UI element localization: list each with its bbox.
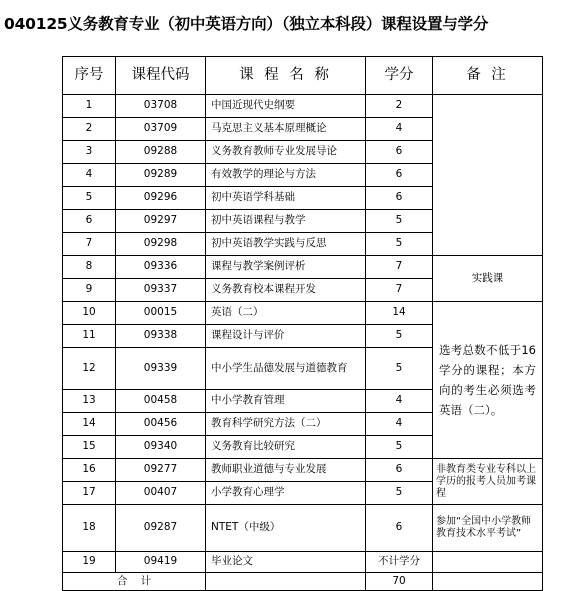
cell-name: 初中英语课程与教学 <box>206 210 366 233</box>
cell-code: 09287 <box>116 505 206 552</box>
cell-credit: 6 <box>366 164 433 187</box>
cell-name: 小学教育心理学 <box>206 482 366 505</box>
header-name: 课 程 名 称 <box>206 57 366 95</box>
cell-seq: 10 <box>63 302 116 325</box>
header-code: 课程代码 <box>116 57 206 95</box>
note-practice: 实践课 <box>433 256 543 302</box>
cell-name: 教育科学研究方法（二） <box>206 413 366 436</box>
cell-name: 初中英语学科基础 <box>206 187 366 210</box>
cell-code: 09338 <box>116 325 206 348</box>
cell-code: 09337 <box>116 279 206 302</box>
cell-seq: 16 <box>63 459 116 482</box>
cell-credit: 不计学分 <box>366 552 433 573</box>
cell-code: 09340 <box>116 436 206 459</box>
cell-seq: 4 <box>63 164 116 187</box>
cell-seq: 9 <box>63 279 116 302</box>
cell-code: 09277 <box>116 459 206 482</box>
cell-credit: 6 <box>366 459 433 482</box>
cell-seq: 6 <box>63 210 116 233</box>
cell-code: 09419 <box>116 552 206 573</box>
page-title: 040125义务教育专业（初中英语方向）（独立本科段）课程设置与学分 <box>4 15 489 33</box>
table-row <box>63 256 543 279</box>
cell-code: 00015 <box>116 302 206 325</box>
cell-name: 毕业论文 <box>206 552 366 573</box>
cell-seq: 18 <box>63 505 116 552</box>
cell-seq: 19 <box>63 552 116 573</box>
cell-credit: 7 <box>366 279 433 302</box>
cell-credit: 5 <box>366 436 433 459</box>
table-row <box>63 552 543 573</box>
cell-credit: 5 <box>366 348 433 390</box>
table-row <box>63 302 543 325</box>
cell-credit: 5 <box>366 325 433 348</box>
header-seq: 序号 <box>63 57 116 95</box>
cell-seq: 12 <box>63 348 116 390</box>
header-note: 备 注 <box>433 57 543 95</box>
cell-code: 00456 <box>116 413 206 436</box>
cell-name: 有效教学的理论与方法 <box>206 164 366 187</box>
total-row <box>63 573 543 591</box>
cell-credit: 5 <box>366 233 433 256</box>
cell-code: 09296 <box>116 187 206 210</box>
cell-note-empty <box>433 95 543 256</box>
cell-name: 马克思主义基本原理概论 <box>206 118 366 141</box>
cell-name: 课程与教学案例评析 <box>206 256 366 279</box>
cell-seq: 3 <box>63 141 116 164</box>
course-table <box>62 56 543 591</box>
total-credit: 70 <box>366 573 433 591</box>
table-row <box>63 95 543 118</box>
cell-code: 03708 <box>116 95 206 118</box>
cell-name: 中小学生品德发展与道德教育 <box>206 348 366 390</box>
cell-seq: 5 <box>63 187 116 210</box>
note-non-education: 非教育类专业专科以上学历的报考人员加考课程 <box>433 459 543 505</box>
cell-code: 09339 <box>116 348 206 390</box>
cell-name: 义务教育比较研究 <box>206 436 366 459</box>
cell-name: 中国近现代史纲要 <box>206 95 366 118</box>
cell-credit: 14 <box>366 302 433 325</box>
cell-name: 义务教育校本课程开发 <box>206 279 366 302</box>
cell-note-empty <box>433 552 543 573</box>
cell-code: 00458 <box>116 390 206 413</box>
cell-code: 09297 <box>116 210 206 233</box>
table-row <box>63 505 543 552</box>
cell-name: 义务教育教师专业发展导论 <box>206 141 366 164</box>
cell-code: 03709 <box>116 118 206 141</box>
table-row <box>63 459 543 482</box>
cell-code: 09288 <box>116 141 206 164</box>
table-header-row <box>63 57 543 95</box>
cell-seq: 15 <box>63 436 116 459</box>
header-credit: 学分 <box>366 57 433 95</box>
cell-name: 英语（二） <box>206 302 366 325</box>
cell-credit: 7 <box>366 256 433 279</box>
cell-seq: 13 <box>63 390 116 413</box>
cell-credit: 5 <box>366 482 433 505</box>
cell-name: 教师职业道德与专业发展 <box>206 459 366 482</box>
cell-seq: 14 <box>63 413 116 436</box>
cell-name: NTET（中级） <box>206 505 366 552</box>
total-note-empty <box>433 573 543 591</box>
cell-seq: 1 <box>63 95 116 118</box>
cell-seq: 2 <box>63 118 116 141</box>
cell-code: 09289 <box>116 164 206 187</box>
total-label: 合 计 <box>63 573 206 591</box>
cell-credit: 4 <box>366 413 433 436</box>
note-elective: 选考总数不低于16学分的课程；本方向的考生必须选考英语（二）。 <box>433 302 543 459</box>
cell-credit: 6 <box>366 505 433 552</box>
cell-credit: 4 <box>366 390 433 413</box>
cell-seq: 11 <box>63 325 116 348</box>
cell-code: 00407 <box>116 482 206 505</box>
cell-credit: 6 <box>366 141 433 164</box>
note-ntet: 参加“全国中小学教师教育技术水平考试” <box>433 505 543 552</box>
total-name-empty <box>206 573 366 591</box>
cell-credit: 5 <box>366 210 433 233</box>
cell-name: 初中英语教学实践与反思 <box>206 233 366 256</box>
cell-name: 课程设计与评价 <box>206 325 366 348</box>
cell-credit: 2 <box>366 95 433 118</box>
cell-seq: 8 <box>63 256 116 279</box>
cell-code: 09298 <box>116 233 206 256</box>
cell-code: 09336 <box>116 256 206 279</box>
cell-seq: 17 <box>63 482 116 505</box>
cell-credit: 4 <box>366 118 433 141</box>
cell-seq: 7 <box>63 233 116 256</box>
cell-credit: 6 <box>366 187 433 210</box>
cell-name: 中小学教育管理 <box>206 390 366 413</box>
